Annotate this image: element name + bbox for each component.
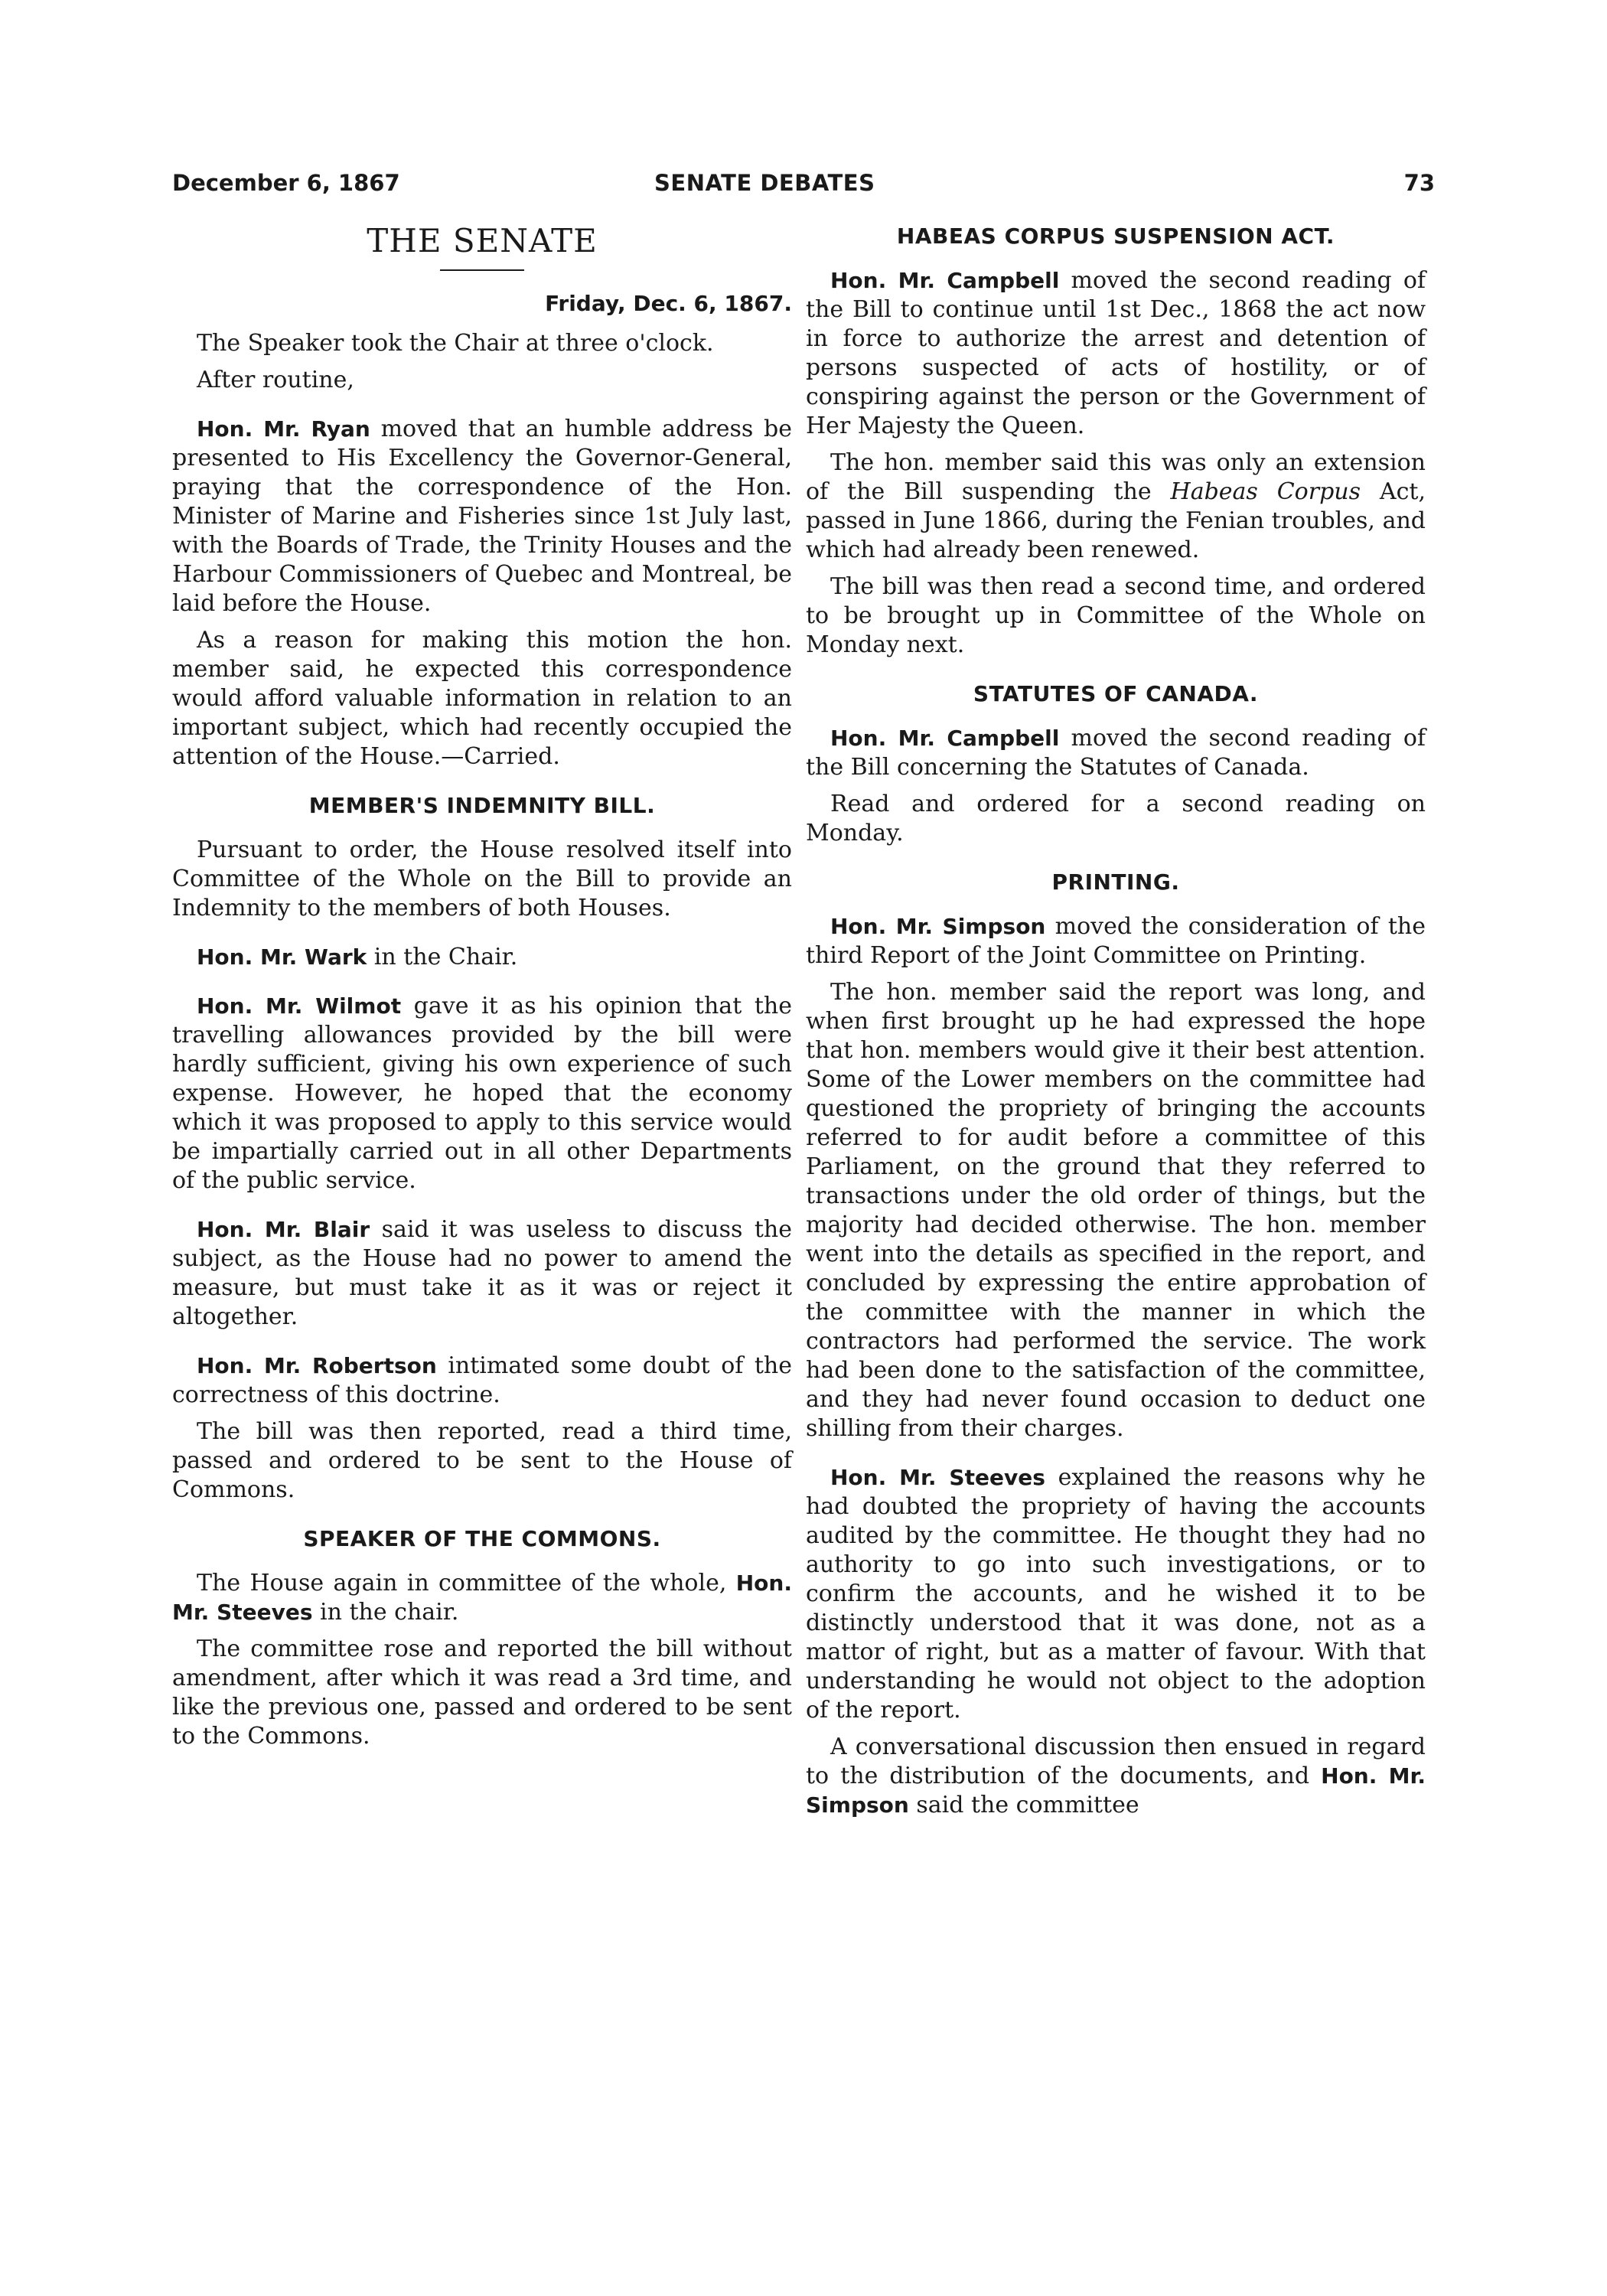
speaker-name: Hon. Mr. Campbell [830, 268, 1060, 293]
paragraph-ryan-motion: Hon. Mr. Ryan moved that an humble address be presented to His Excellency the Governor-General, praying that the correspondence of the Hon. Minister of Marine and Fisheries since 1st July last, with the Boards of Trade, the Trinity Houses and the Harbour Commissioners of Quebec and Montreal, be laid before the House. [172, 416, 792, 617]
paragraph-wilmot: Hon. Mr. Wilmot gave it as his opinion that the travelling allowances provided by the bill were hardly sufficient, giving his own experience of such expense. However, he hoped that the economy which it was proposed to apply to this service would be impartially carried out in all other Departments of the public service. [172, 993, 792, 1194]
speaker-name: Hon. Mr. Robertson [197, 1353, 437, 1378]
chamber-title: THE SENATE [367, 222, 598, 259]
speaker-name: Hon. Mr. Blair [197, 1217, 370, 1242]
paragraph-committee-rose: The committee rose and reported the bill without amendment, after which it was read a 3rd time, and like the previous one, passed and ordered to be sent to the Commons. [172, 1636, 792, 1750]
paragraph-habeas-extension: The hon. member said this was only an extension of the Bill suspending the Habeas Corpus Act, passed in June 1866, during the Fenian troubles, and which had already been renewed. [806, 449, 1426, 563]
paragraph-bill-reported: The bill was then reported, read a third time, passed and ordered to be sent to the House of Commons. [172, 1418, 792, 1503]
paragraph-campbell-habeas: Hon. Mr. Campbell moved the second reading of the Bill to continue until 1st Dec., 1868 the act now in force to authorize the arrest and detention of persons suspected of acts of hostility, or of conspiring against the person or the Government of Her Majesty the Queen. [806, 267, 1426, 439]
page-number: 73 [1403, 170, 1435, 196]
paragraph-robertson: Hon. Mr. Robertson intimated some doubt of the correctness of this doctrine. [172, 1352, 792, 1408]
header-date: December 6, 1867 [172, 170, 400, 196]
heading-printing: PRINTING. [1051, 869, 1180, 895]
speaker-name: Hon. Mr. Simpson [806, 1763, 1426, 1818]
sitting-date: Friday, Dec. 6, 1867. [545, 291, 792, 316]
paragraph-chair: The Speaker took the Chair at three o'clock. [197, 330, 714, 357]
paragraph-ryan-reason: As a reason for making this motion the hon. member said, he expected this correspondence would afford valuable information in relation to an important subject, which had recently occupied the attention of the House.—Carried. [172, 627, 792, 770]
paragraph-campbell-statutes: Hon. Mr. Campbell moved the second reading of the Bill concerning the Statutes of Canada. [806, 725, 1426, 781]
left-column [172, 222, 792, 1759]
paragraph-printing-report: The hon. member said the report was long, and when first brought up he had expressed the hope that hon. members would give it their best attention. Some of the Lower members on the committee had questioned the propriety of bringing the accounts referred to for audit before a committee of this Parliament, on the ground that they referred to transactions under the old order of things, but the majority had decided otherwise. The hon. member went into the details as specified in the report, and concluded by expressing the entire approbation of the committee with the manner in which the contractors had performed the service. The work had been done to the satisfaction of the committee, and they had never found occasion to deduct one shilling from their charges. [806, 979, 1426, 1442]
speaker-name: Hon. Mr. Wilmot [197, 993, 402, 1019]
title-rule [440, 269, 524, 271]
running-head [172, 170, 1435, 201]
heading-statutes: STATUTES OF CANADA. [973, 681, 1259, 706]
speaker-name: Hon. Mr. Campbell [830, 726, 1060, 751]
speaker-name: Hon. Mr. Steeves [830, 1465, 1045, 1490]
speaker-name: Hon. Mr. Wark [197, 944, 367, 970]
speaker-name: Hon. Mr. Steeves [172, 1570, 792, 1625]
speaker-name: Hon. Mr. Ryan [197, 416, 370, 442]
heading-habeas-corpus: HABEAS CORPUS SUSPENSION ACT. [896, 223, 1335, 249]
header-publication: SENATE DEBATES [654, 170, 875, 196]
heading-indemnity-bill: MEMBER'S INDEMNITY BILL. [308, 793, 656, 818]
paragraph-blair: Hon. Mr. Blair said it was useless to discuss the subject, as the House had no power to amend the measure, but must take it as it was or reject it altogether. [172, 1216, 792, 1330]
speaker-name: Hon. Mr. Simpson [830, 914, 1046, 939]
paragraph-habeas-second-reading: The bill was then read a second time, and ordered to be brought up in Committee of the Whole on Monday next. [806, 573, 1426, 658]
paragraph-simpson-printing: Hon. Mr. Simpson moved the consideration of the third Report of the Joint Committee on Printing. [806, 913, 1426, 969]
right-column [806, 222, 1426, 1828]
paragraph-steeves-chair: The House again in committee of the whole, Hon. Mr. Steeves in the chair. [172, 1570, 792, 1626]
paragraph-committee: Pursuant to order, the House resolved itself into Committee of the Whole on the Bill to provide an Indemnity to the members of both Houses. [172, 837, 792, 921]
paragraph-routine: After routine, [197, 367, 354, 393]
heading-speaker-commons: SPEAKER OF THE COMMONS. [303, 1526, 661, 1551]
paragraph-steeves-audit: Hon. Mr. Steeves explained the reasons why he had doubted the propriety of having the accounts audited by the committee. He thought they had no authority to go into such investigations, or to confirm the accounts, and he wished it to be distinctly understood that it was done, not as a mattor of right, but as a matter of favour. With that understanding he would not object to the adoption of the report. [806, 1464, 1426, 1724]
paragraph-discussion: A conversational discussion then ensued in regard to the distribution of the documents, and Hon. Mr. Simpson said the committee [806, 1733, 1426, 1818]
paragraph-wark-chair: Hon. Mr. Wark in the Chair. [197, 944, 518, 970]
paragraph-statutes-read: Read and ordered for a second reading on Monday. [806, 791, 1426, 846]
